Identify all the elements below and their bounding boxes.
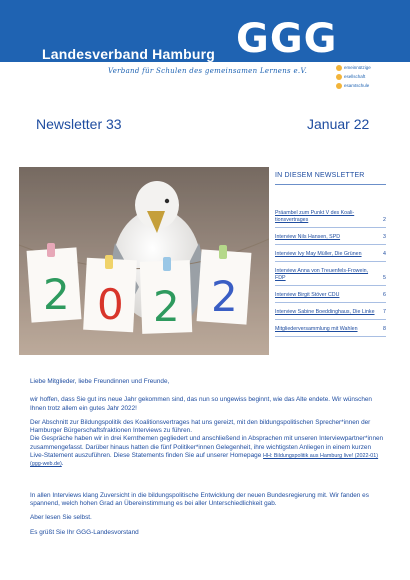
toc-item[interactable] [275, 234, 386, 245]
body-paragraph: Der Abschnitt zur Bildungspolitik des Koalitionsvertrages hat uns gereizt, mit den bildungspolitischen Sprecher*innen der Hamburger Bürgerschaftsfraktionen Interviews zu führen. [30, 418, 371, 435]
toc-item-label: Mitgliederversammlung mit Wahlen [275, 326, 358, 332]
body-paragraph: In allen Interviews klang Zuversicht in die bildungspolitische Entwicklung der neuen Bundesregierung mit. Wir fanden es spannend, welch hohen Grad an Übereinstimmung es bei aller Unterschiedlichkeit gab. [30, 491, 369, 507]
org-tagline: Verband für Schulen des gemeinsamen Lernens e.V. [108, 67, 308, 75]
toc-item-page: 5 [383, 275, 386, 281]
toc-heading: IN DIESEM NEWSLETTER [275, 172, 386, 185]
org-name: Landesverband Hamburg [42, 46, 216, 62]
toc-item-label: Interview Ivy May Müller, Die Grünen [275, 251, 362, 257]
toc-item-page: 2 [383, 217, 386, 223]
greeting: Liebe Mitglieder, liebe Freundinnen und Freunde, [30, 378, 170, 385]
toc-item-label: Interview Sabine Boeddinghaus, Die Linke [275, 309, 375, 315]
toc-item-page: 8 [383, 326, 386, 332]
spacer [30, 469, 384, 492]
toc-item[interactable] [275, 251, 386, 262]
ggg-word: esamtschule [344, 83, 370, 88]
toc-item-label: Interview Anna von Treuenfels-Frowein, FDP [275, 268, 369, 281]
g-dot-icon [336, 74, 342, 80]
closing: Es grüßt Sie Ihr GGG-Landesvorstand [30, 528, 139, 536]
newsletter-body [30, 378, 384, 537]
body-paragraph: wir hoffen, dass Sie gut ins neue Jahr gekommen sind, das nun so ungewiss beginnt, wie das Alte endete. Wir wünschen Ihnen trotz allem ein gutes Jahr 2022! [30, 396, 372, 412]
toc-item[interactable] [275, 292, 386, 303]
toc-item[interactable] [275, 326, 386, 337]
homepage-link[interactable]: HH: Bildungspolitik aus Hamburg live! (2022-01) (ggg-web.de) [30, 453, 379, 468]
g-dot-icon [336, 65, 342, 71]
ggg-logo: GGG [236, 16, 338, 62]
card-digit: 2 [153, 282, 180, 331]
body-text: . [61, 460, 64, 468]
card-digit: 2 [211, 272, 238, 321]
spacer [30, 386, 384, 396]
toc-item[interactable] [275, 309, 386, 320]
table-of-contents [275, 172, 386, 343]
toc-item-label: Interview Birgit Stöver CDU [275, 292, 340, 298]
toc-item[interactable] [275, 268, 386, 286]
toc-item-page: 6 [383, 292, 386, 298]
body-paragraph [30, 435, 384, 468]
toc-item-page: 7 [383, 309, 386, 315]
ggg-word-row [336, 81, 410, 90]
g-dot-icon [336, 83, 342, 89]
ggg-word-row [336, 72, 410, 81]
body-paragraph: Aber lesen Sie selbst. [30, 514, 92, 522]
ggg-word-row [336, 63, 410, 72]
toc-item[interactable] [275, 210, 386, 228]
toc-item-page: 3 [383, 234, 386, 240]
toc-item-label: Interview Nils Hansen, SPD [275, 234, 341, 240]
card-digit: 2 [43, 270, 70, 319]
newsletter-title: Newsletter 33 [36, 116, 122, 132]
body-text: Die Gespräche haben wir in drei Kernthemen gegliedert und anschließend in Absprachen mit unseren Interviewpartner*innen zusammengefasst. Darüber hinaus hatten die fünf Politiker*innen Gelegenheit, ihre wichtigsten Anliegen in einem kurzen Live-Statement auszuführen. Diese Statements finden Sie auf unserer Homepage [30, 435, 384, 460]
ggg-word: esellschaft [344, 74, 366, 79]
photo-illustration [19, 167, 269, 355]
toc-item-label: Präambel zum Punkt V des Koali-tionsvertrages [275, 210, 355, 223]
toc-item-page: 4 [383, 251, 386, 257]
ggg-word: emeinnützige [344, 65, 371, 70]
newsletter-header [0, 0, 410, 88]
newsletter-date: Januar 22 [307, 116, 370, 132]
seagull-2022-photo [19, 167, 269, 355]
card-digit: 0 [97, 280, 124, 329]
ggg-logo-wordlist [336, 63, 410, 90]
